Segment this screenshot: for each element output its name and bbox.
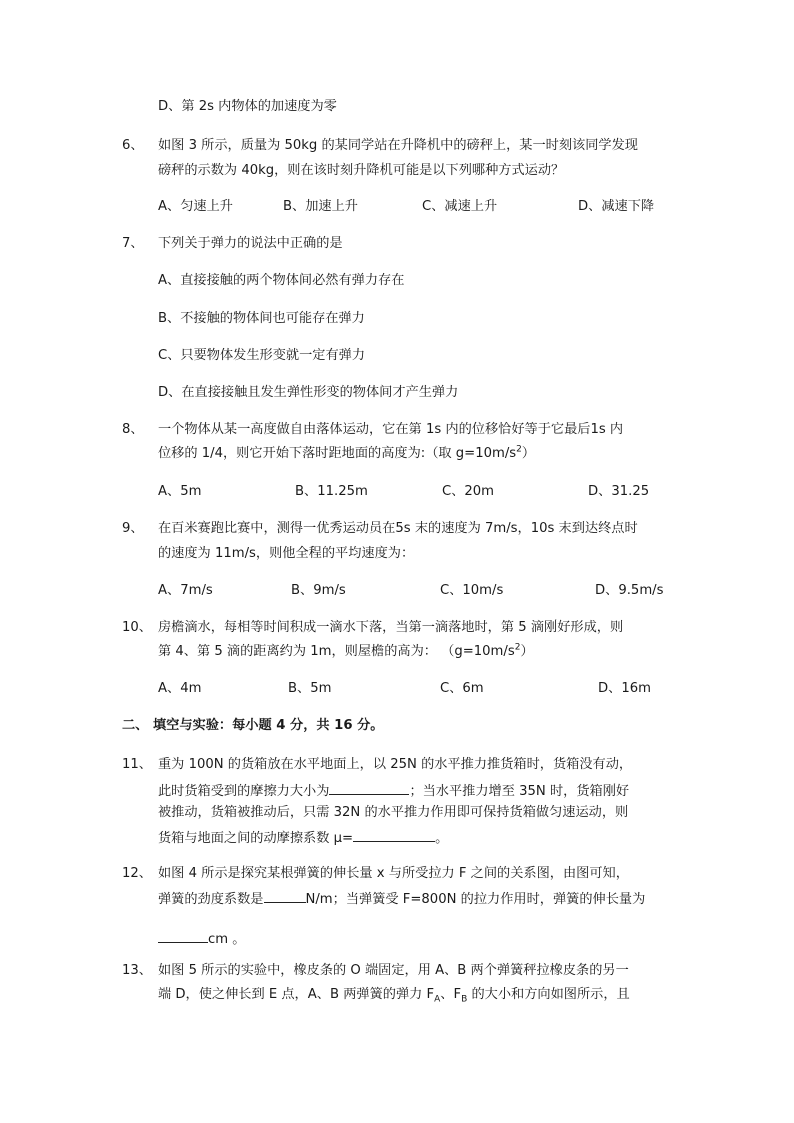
- q10-option-b: B、5m: [288, 681, 332, 696]
- q8-option-c: C、20m: [442, 484, 495, 499]
- q8-option-a: A、5m: [158, 484, 202, 499]
- q12-blank-2[interactable]: [158, 928, 208, 943]
- section-two-heading: 二、 填空与实验：每小题 4 分，共 16 分。: [122, 718, 384, 733]
- q11-stem-line1: 重为 100N 的货箱放在水平地面上，以 25N 的水平推力推货箱时，货箱没有动，: [158, 757, 633, 772]
- q6-option-b: B、加速上升: [283, 199, 358, 214]
- q10-number: 10、: [122, 620, 152, 635]
- q9-option-c: C、10m/s: [440, 583, 504, 598]
- q9-number: 9、: [122, 521, 144, 536]
- q11-stem-line4: 货箱与地面之间的动摩擦系数 μ= 。: [158, 827, 448, 848]
- q10-option-d: D、16m: [598, 681, 651, 696]
- q7-stem: 下列关于弹力的说法中正确的是: [158, 236, 343, 251]
- q7-number: 7、: [122, 236, 144, 251]
- q13-stem-line2: 端 D，使之伸长到 E 点，A、B 两弹簧的弹力 $F_A$、$F_B$ 的大小和方向如图所示，且: [158, 987, 630, 1005]
- q6-option-c: C、减速上升: [422, 199, 498, 214]
- q8-option-b: B、11.25m: [295, 484, 368, 499]
- q10-option-c: C、6m: [440, 681, 484, 696]
- q10-option-a: A、4m: [158, 681, 202, 696]
- q11-blank-2[interactable]: [353, 827, 435, 842]
- q8-stem-line1: 一个物体从某一高度做自由落体运动，它在第 1s 内的位移恰好等于它最后1s 内: [158, 422, 624, 437]
- q7-option-a: A、直接接触的两个物体间必然有弹力存在: [158, 273, 405, 288]
- q6-option-d: D、减速下降: [578, 199, 655, 214]
- q10-stem-line1: 房檐滴水，每相等时间积成一滴水下落，当第一滴落地时，第 5 滴刚好形成，则: [158, 620, 624, 635]
- q6-option-a: A、匀速上升: [158, 199, 233, 214]
- q12-number: 12、: [122, 866, 152, 881]
- q12-stem-line3: cm 。: [158, 928, 245, 949]
- q11-stem-line3: 被推动，货箱被推动后，只需 32N 的水平推力作用即可保持货箱做匀速运动，则: [158, 805, 629, 820]
- q9-option-a: A、7m/s: [158, 583, 213, 598]
- q13-number: 13、: [122, 963, 152, 978]
- q12-blank-1[interactable]: [264, 888, 306, 903]
- q7-option-c: C、只要物体发生形变就一定有弹力: [158, 348, 366, 363]
- q6-stem-line2: 磅秤的示数为 40kg，则在该时刻升降机可能是以下列哪种方式运动？: [158, 163, 565, 178]
- q5-option-d: D、第 2s 内物体的加速度为零: [158, 99, 337, 114]
- q11-blank-1[interactable]: [329, 780, 409, 795]
- q9-option-d: D、9.5m/s: [595, 583, 664, 598]
- q7-option-b: B、不接触的物体间也可能存在弹力: [158, 311, 365, 326]
- q8-option-d: D、31.25: [588, 484, 650, 499]
- q9-stem-line2: 的速度为 11m/s，则他全程的平均速度为：: [158, 546, 415, 561]
- q12-stem-line1: 如图 4 所示是探究某根弹簧的伸长量 x 与所受拉力 F 之间的关系图，由图可知，: [158, 866, 629, 881]
- q11-stem-line2: 此时货箱受到的摩擦力大小为 ；当水平推力增至 35N 时，货箱刚好: [158, 780, 629, 801]
- q9-option-b: B、9m/s: [291, 583, 346, 598]
- q13-stem-line1: 如图 5 所示的实验中，橡皮条的 O 端固定，用 A、B 两个弹簧秤拉橡皮条的另一: [158, 963, 629, 978]
- q12-stem-line2: 弹簧的劲度系数是 N/m；当弹簧受 F=800N 的拉力作用时，弹簧的伸长量为: [158, 888, 645, 909]
- q11-number: 11、: [122, 757, 152, 772]
- q10-stem-line2: 第 4、第 5 滴的距离约为 1m，则屋檐的高为： $(g=10m/s^2)$: [158, 642, 534, 659]
- q9-stem-line1: 在百米赛跑比赛中，测得一优秀运动员在5s 末的速度为 7m/s，10s 末到达终点时: [158, 521, 638, 536]
- q8-number: 8、: [122, 422, 144, 437]
- q6-stem-line1: 如图 3 所示，质量为 50kg 的某同学站在升降机中的磅秤上，某一时刻该同学发现: [158, 138, 638, 153]
- q7-option-d: D、在直接接触且发生弹性形变的物体间才产生弹力: [158, 385, 459, 400]
- q8-stem-line2: 位移的 1/4，则它开始下落时距地面的高度为:（取 $g=10m/s^2$）: [158, 444, 536, 461]
- q6-number: 6、: [122, 138, 144, 153]
